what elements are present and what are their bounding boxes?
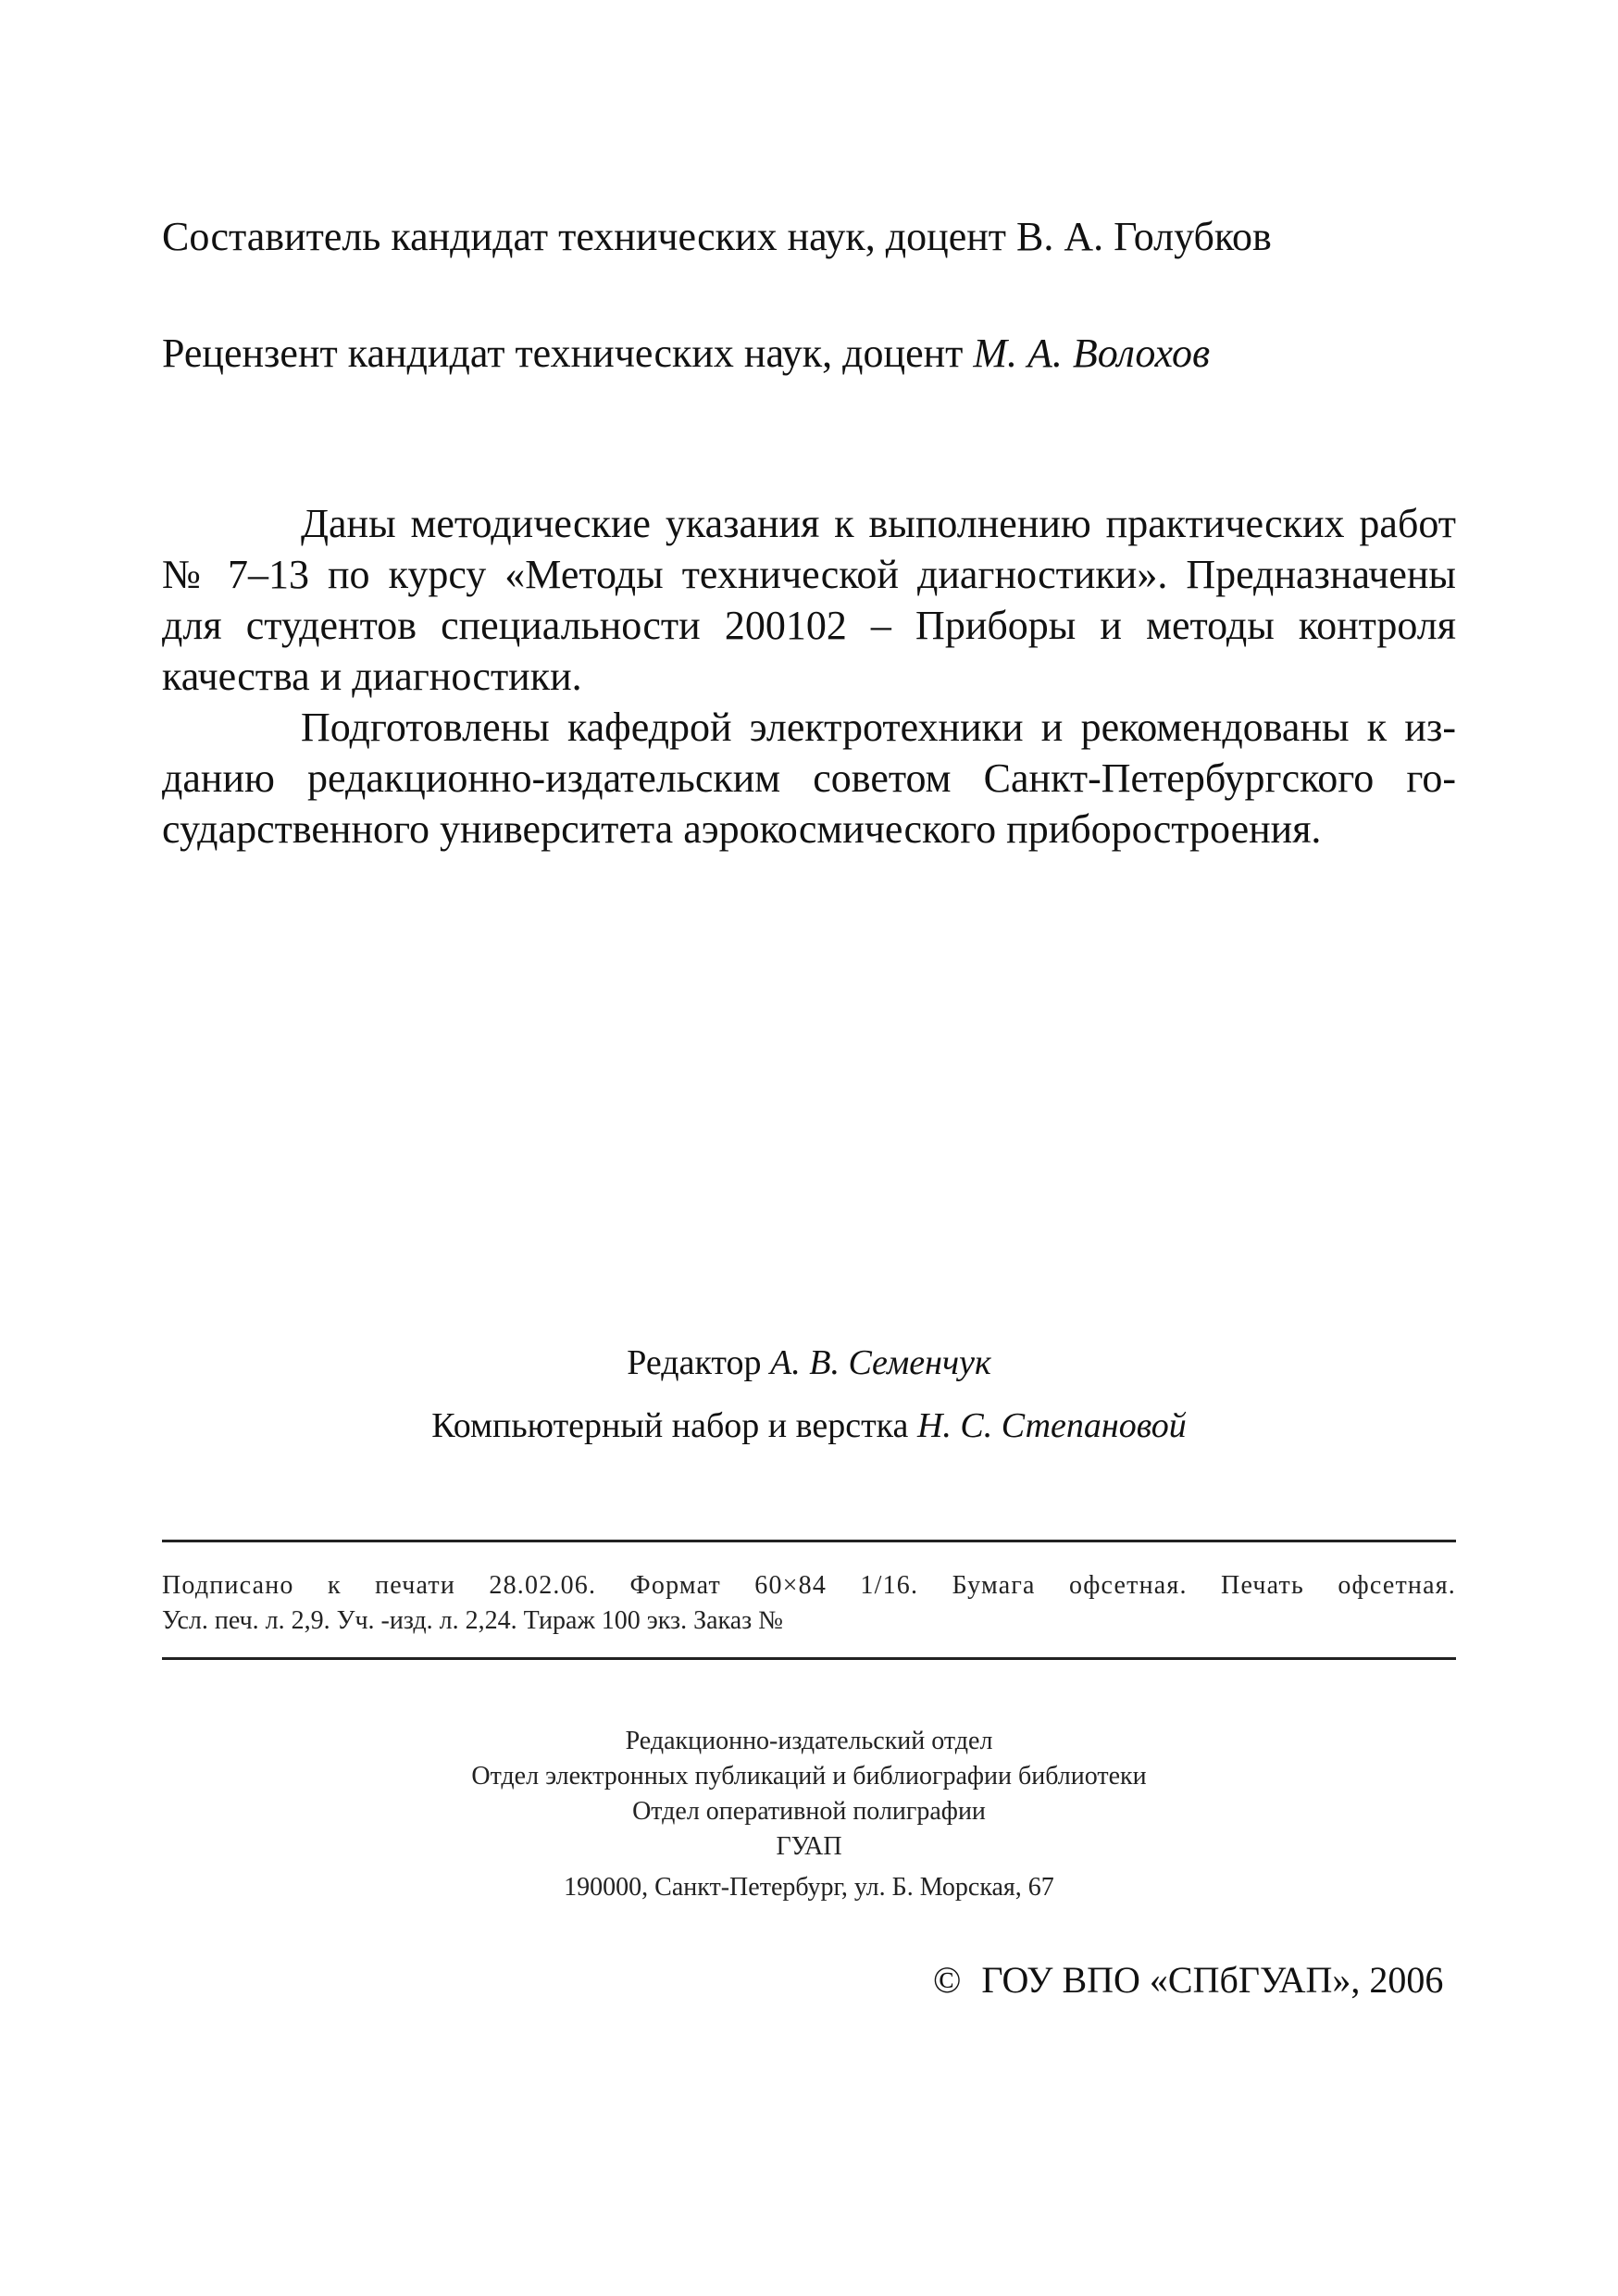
publisher-dept-3: Отдел оперативной полиграфии <box>632 1797 986 1826</box>
compiler-line: Составитель кандидат технических наук, доцент В. А. Голубков <box>162 214 1272 259</box>
imprint-bottom-divider <box>162 1657 1456 1660</box>
reviewer-name: М. А. Волохов <box>973 331 1211 376</box>
typesetting-credit <box>0 1404 1618 1448</box>
abstract <box>162 498 1456 855</box>
publisher-dept-2: Отдел электронных публикаций и библиографии библиотеки <box>471 1762 1147 1791</box>
imprint-line-2: Усл. печ. л. 2,9. Уч. -изд. л. 2,24. Тираж 100 экз. Заказ № <box>162 1606 783 1635</box>
copyright-icon: © <box>933 1959 962 2001</box>
reviewer-label: Рецензент кандидат технических наук, доцент <box>162 331 974 376</box>
typesetting-label: Компьютерный набор и верстка <box>431 1406 917 1445</box>
typesetting-name: Н. С. Степановой <box>916 1406 1187 1445</box>
abstract-paragraph-2: Подготовлены кафедрой электротехники и рекомендованы к изданию редакционно-издательским советом Санкт-Петербургского государственного университета аэрокосмического приборостроения. <box>162 705 1456 852</box>
editor-credit <box>0 1341 1618 1385</box>
editor-label: Редактор <box>627 1343 771 1382</box>
publisher-dept-1: Редакционно-издательский отдел <box>625 1727 993 1755</box>
publisher-address: 190000, Санкт-Петербург, ул. Б. Морская, 67 <box>564 1873 1054 1902</box>
imprint-block <box>162 1568 1456 1639</box>
copyright-text: ГОУ ВПО «СПбГУАП», 2006 <box>981 1959 1444 2001</box>
imprint-top-divider <box>162 1540 1456 1542</box>
copyright-line <box>933 1957 1443 2003</box>
publisher-org: ГУАП <box>776 1832 842 1861</box>
abstract-paragraph-1: Даны методические указания к выполнению практических работ № 7–13 по курсу «Методы технической диагностики». Предназначены для студентов специальности 200102 – Приборы и методы контроля качества и диагностики. <box>162 501 1456 699</box>
reviewer-line <box>162 328 1210 380</box>
editor-name: А. В. Семенчук <box>770 1343 991 1382</box>
publisher-block <box>0 1724 1618 1905</box>
imprint-line-1: Подписано к печати 28.02.06. Формат 60×84 1/16. Бумага офсетная. Печать офсетная. <box>162 1571 1456 1600</box>
